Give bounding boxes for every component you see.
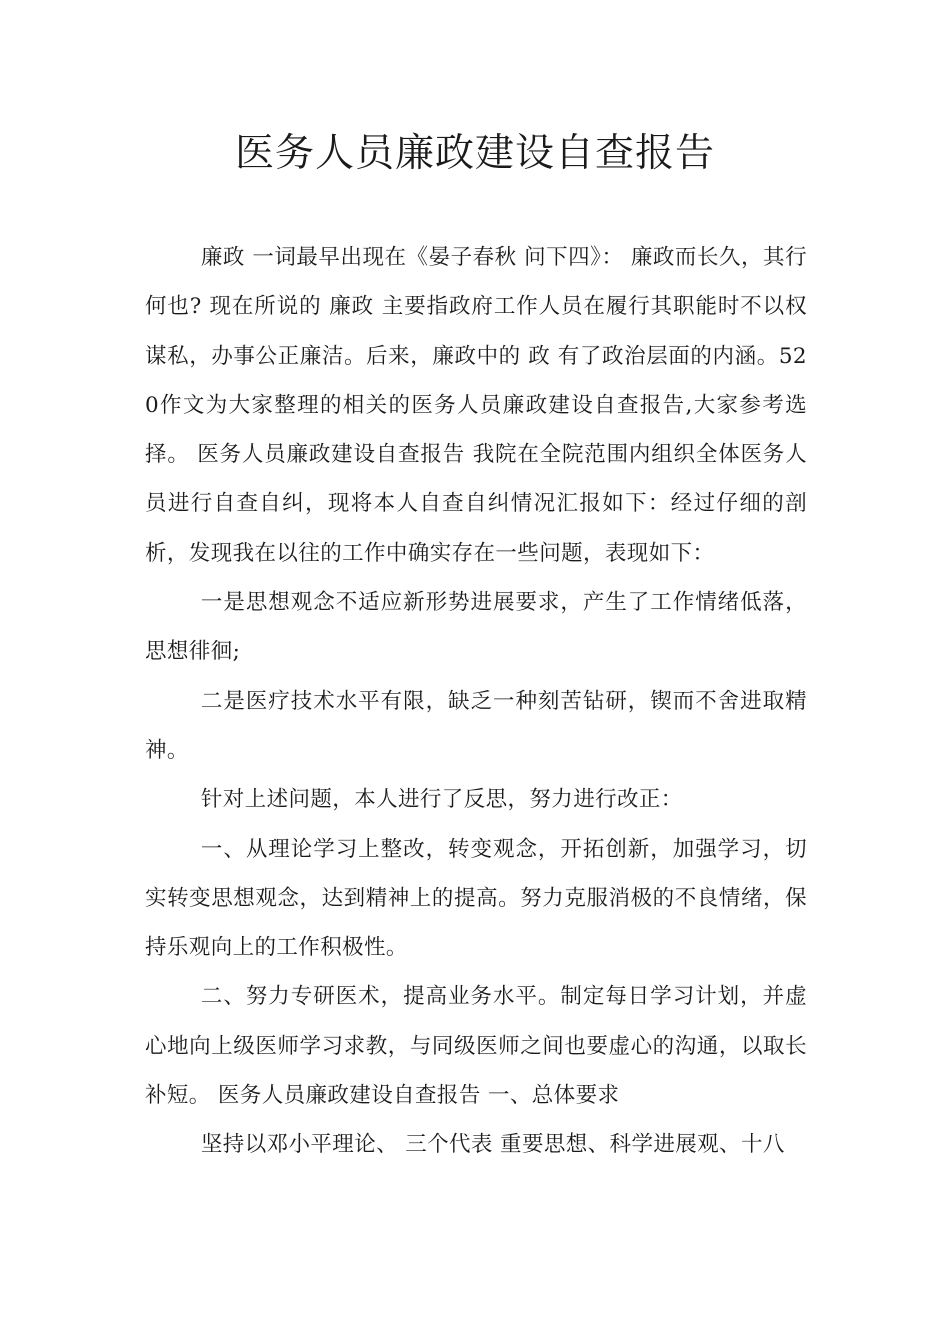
document-body: [145, 233, 807, 1170]
paragraph-problem-2: 二是医疗技术水平有限，缺乏一种刻苦钻研，锲而不舍进取精神。: [145, 688, 807, 763]
document-title: 医务人员廉政建设自查报告: [234, 131, 715, 176]
paragraph-correction-1: 一、从理论学习上整改，转变观念，开拓创新，加强学习，切实转变思想观念，达到精神上的提高。努力克服消极的不良情绪，保持乐观向上的工作积极性。: [145, 836, 807, 961]
paragraph-intro: 廉政 一词最早出现在《晏子春秋 问下四》： 廉政而长久，其行何也? 现在所说的 廉政 主要指政府工作人员在履行其职能时不以权谋私，办事公正廉洁。后来，廉政中的 政 有了政治层面的内涵。520作文为大家整理的相关的医务人员廉政建设自查报告,大家参考选择。 医务人员廉政建设自查报告 我院在全院范围内组织全体医务人员进行自查自纠，现将本人自查自纠情况汇报如下：经过仔细的剖析，发现我在以往的工作中确实存在一些问题，表现如下：: [145, 245, 807, 566]
paragraph-correction-2: 二、努力专研医术，提高业务水平。制定每日学习计划，并虚心地向上级医师学习求教，与同级医师之间也要虚心的沟通，以取长补短。 医务人员廉政建设自查报告 一、总体要求: [145, 984, 807, 1109]
paragraph-problem-1: 一是思想观念不适应新形势进展要求，产生了工作情绪低落，思想徘徊;: [145, 590, 807, 665]
paragraph-requirements: 坚持以邓小平理论、 三个代表 重要思想、科学进展观、十八: [200, 1132, 785, 1158]
paragraph-reflection: 针对上述问题，本人进行了反思，努力进行改正：: [200, 787, 683, 813]
